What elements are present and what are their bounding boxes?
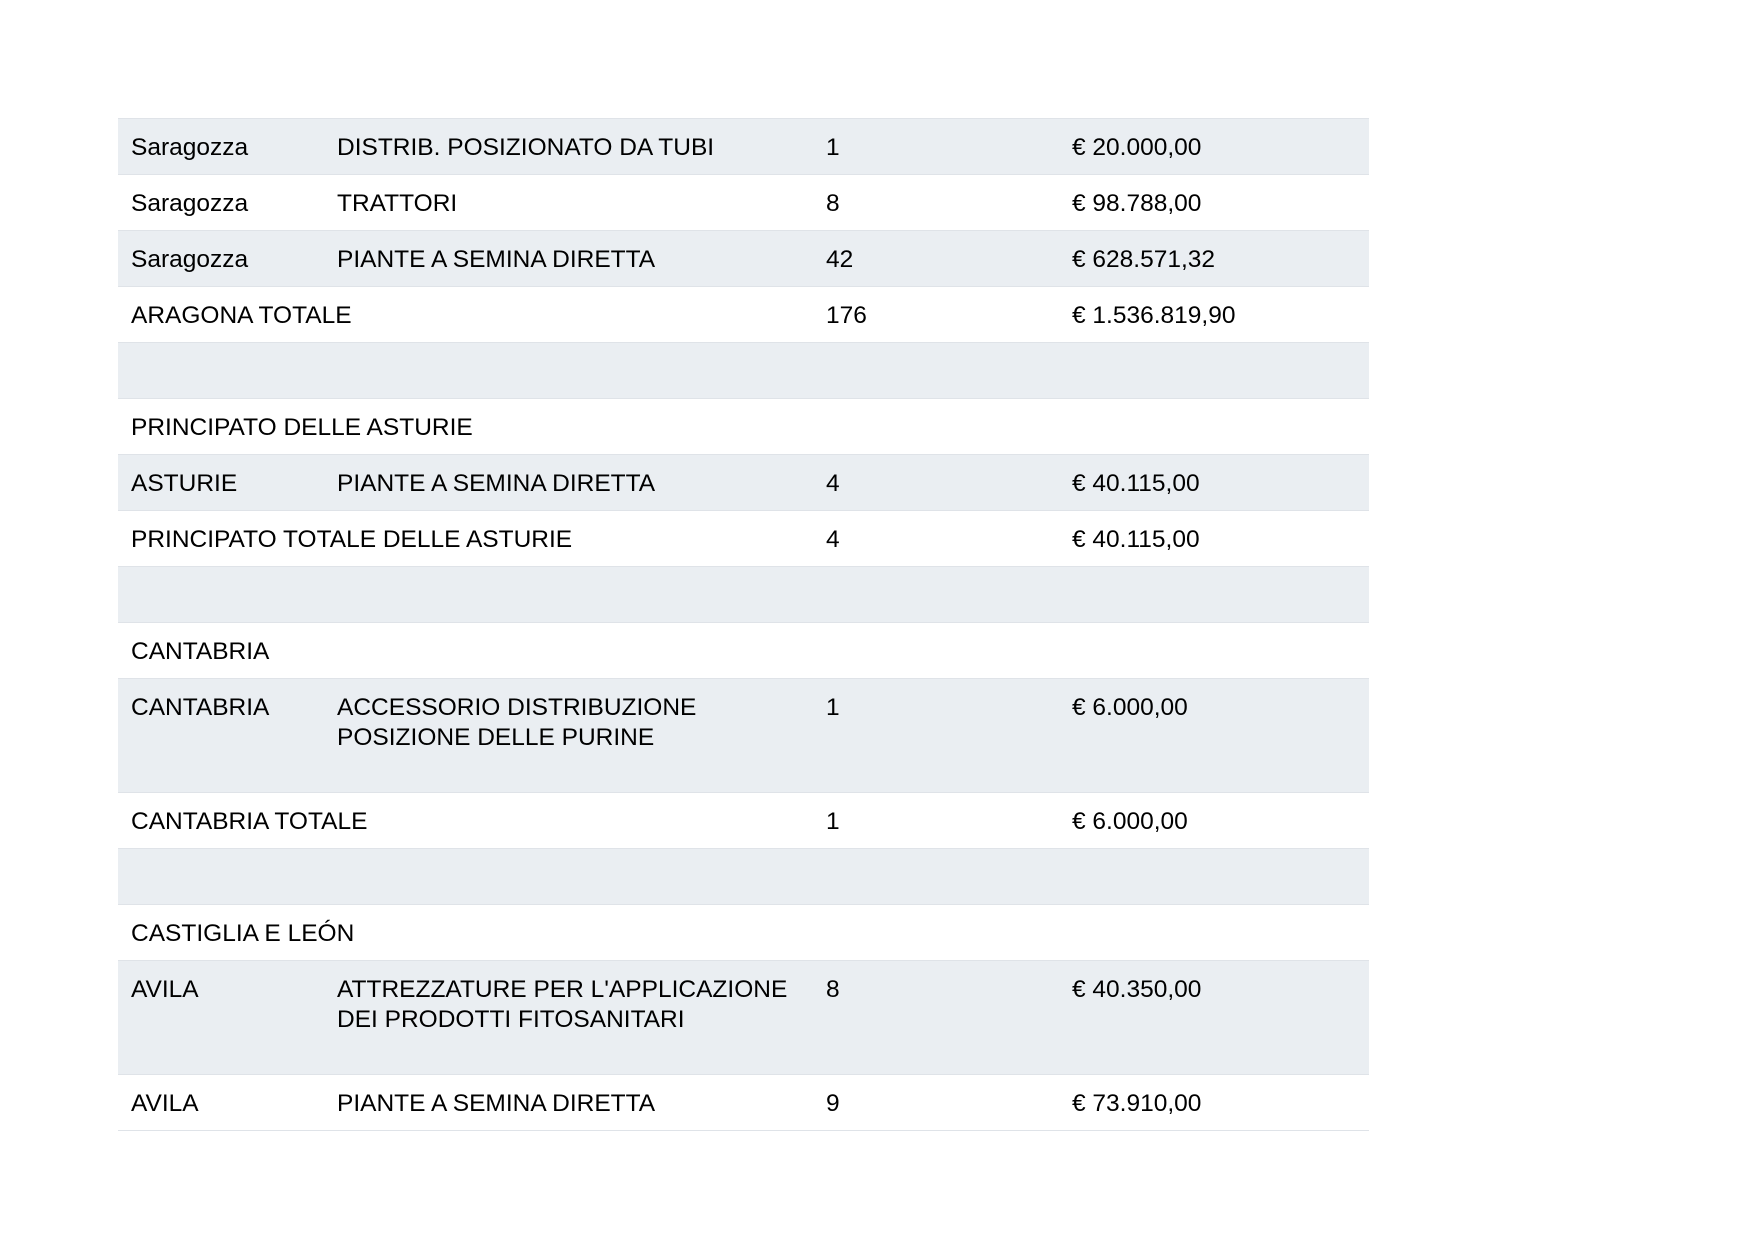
total-amount: € 1.536.819,90 bbox=[1072, 302, 1236, 329]
amount-cell: € 98.788,00 bbox=[1072, 190, 1202, 217]
total-quantity: 176 bbox=[826, 302, 867, 329]
quantity-cell: 42 bbox=[826, 246, 854, 273]
amount-cell: € 6.000,00 bbox=[1072, 694, 1188, 721]
quantity-cell: 1 bbox=[826, 694, 840, 721]
region-name: CASTIGLIA E LEÓN bbox=[131, 920, 355, 947]
total-quantity: 4 bbox=[826, 526, 840, 553]
item-cell: PIANTE A SEMINA DIRETTA bbox=[337, 246, 656, 273]
subsidy-table bbox=[118, 118, 1369, 1131]
region-header-row bbox=[118, 623, 1369, 679]
place-cell: Saragozza bbox=[131, 246, 249, 273]
amount-cell: € 628.571,32 bbox=[1072, 246, 1216, 273]
region-name: CANTABRIA bbox=[131, 638, 270, 665]
quantity-cell: 4 bbox=[826, 470, 840, 497]
item-cell: ACCESSORIO DISTRIBUZIONE POSIZIONE DELLE PURINE bbox=[337, 694, 697, 751]
place-cell: AVILA bbox=[131, 1090, 199, 1117]
total-row bbox=[118, 793, 1369, 849]
place-cell: CANTABRIA bbox=[131, 694, 270, 721]
total-label: PRINCIPATO TOTALE DELLE ASTURIE bbox=[131, 526, 573, 553]
spacer-row bbox=[118, 343, 1369, 399]
place-cell: AVILA bbox=[131, 976, 199, 1003]
total-quantity: 1 bbox=[826, 808, 840, 835]
table-row bbox=[118, 119, 1369, 175]
item-cell: ATTREZZATURE PER L'APPLICAZIONE DEI PRODOTTI FITOSANITARI bbox=[337, 976, 788, 1033]
amount-cell: € 20.000,00 bbox=[1072, 134, 1202, 161]
region-name: PRINCIPATO DELLE ASTURIE bbox=[131, 414, 473, 441]
total-row bbox=[118, 287, 1369, 343]
table-row bbox=[118, 455, 1369, 511]
spacer-row bbox=[118, 849, 1369, 905]
item-cell: DISTRIB. POSIZIONATO DA TUBI bbox=[337, 134, 715, 161]
quantity-cell: 8 bbox=[826, 976, 840, 1003]
item-cell: TRATTORI bbox=[337, 190, 458, 217]
amount-cell: € 40.115,00 bbox=[1072, 470, 1200, 497]
total-amount: € 40.115,00 bbox=[1072, 526, 1200, 553]
table-row bbox=[118, 175, 1369, 231]
region-header-row bbox=[118, 905, 1369, 961]
table-row bbox=[118, 1075, 1369, 1131]
place-cell: ASTURIE bbox=[131, 470, 238, 497]
total-row bbox=[118, 511, 1369, 567]
amount-cell: € 73.910,00 bbox=[1072, 1090, 1202, 1117]
quantity-cell: 1 bbox=[826, 134, 840, 161]
table-row bbox=[118, 679, 1369, 793]
total-amount: € 6.000,00 bbox=[1072, 808, 1188, 835]
region-header-row bbox=[118, 399, 1369, 455]
place-cell: Saragozza bbox=[131, 134, 249, 161]
amount-cell: € 40.350,00 bbox=[1072, 976, 1202, 1003]
total-label: CANTABRIA TOTALE bbox=[131, 808, 368, 835]
spacer-row bbox=[118, 567, 1369, 623]
place-cell: Saragozza bbox=[131, 190, 249, 217]
item-cell: PIANTE A SEMINA DIRETTA bbox=[337, 470, 656, 497]
total-label: ARAGONA TOTALE bbox=[131, 302, 352, 329]
item-cell: PIANTE A SEMINA DIRETTA bbox=[337, 1090, 656, 1117]
table-row bbox=[118, 231, 1369, 287]
table-row bbox=[118, 961, 1369, 1075]
quantity-cell: 9 bbox=[826, 1090, 840, 1117]
quantity-cell: 8 bbox=[826, 190, 840, 217]
